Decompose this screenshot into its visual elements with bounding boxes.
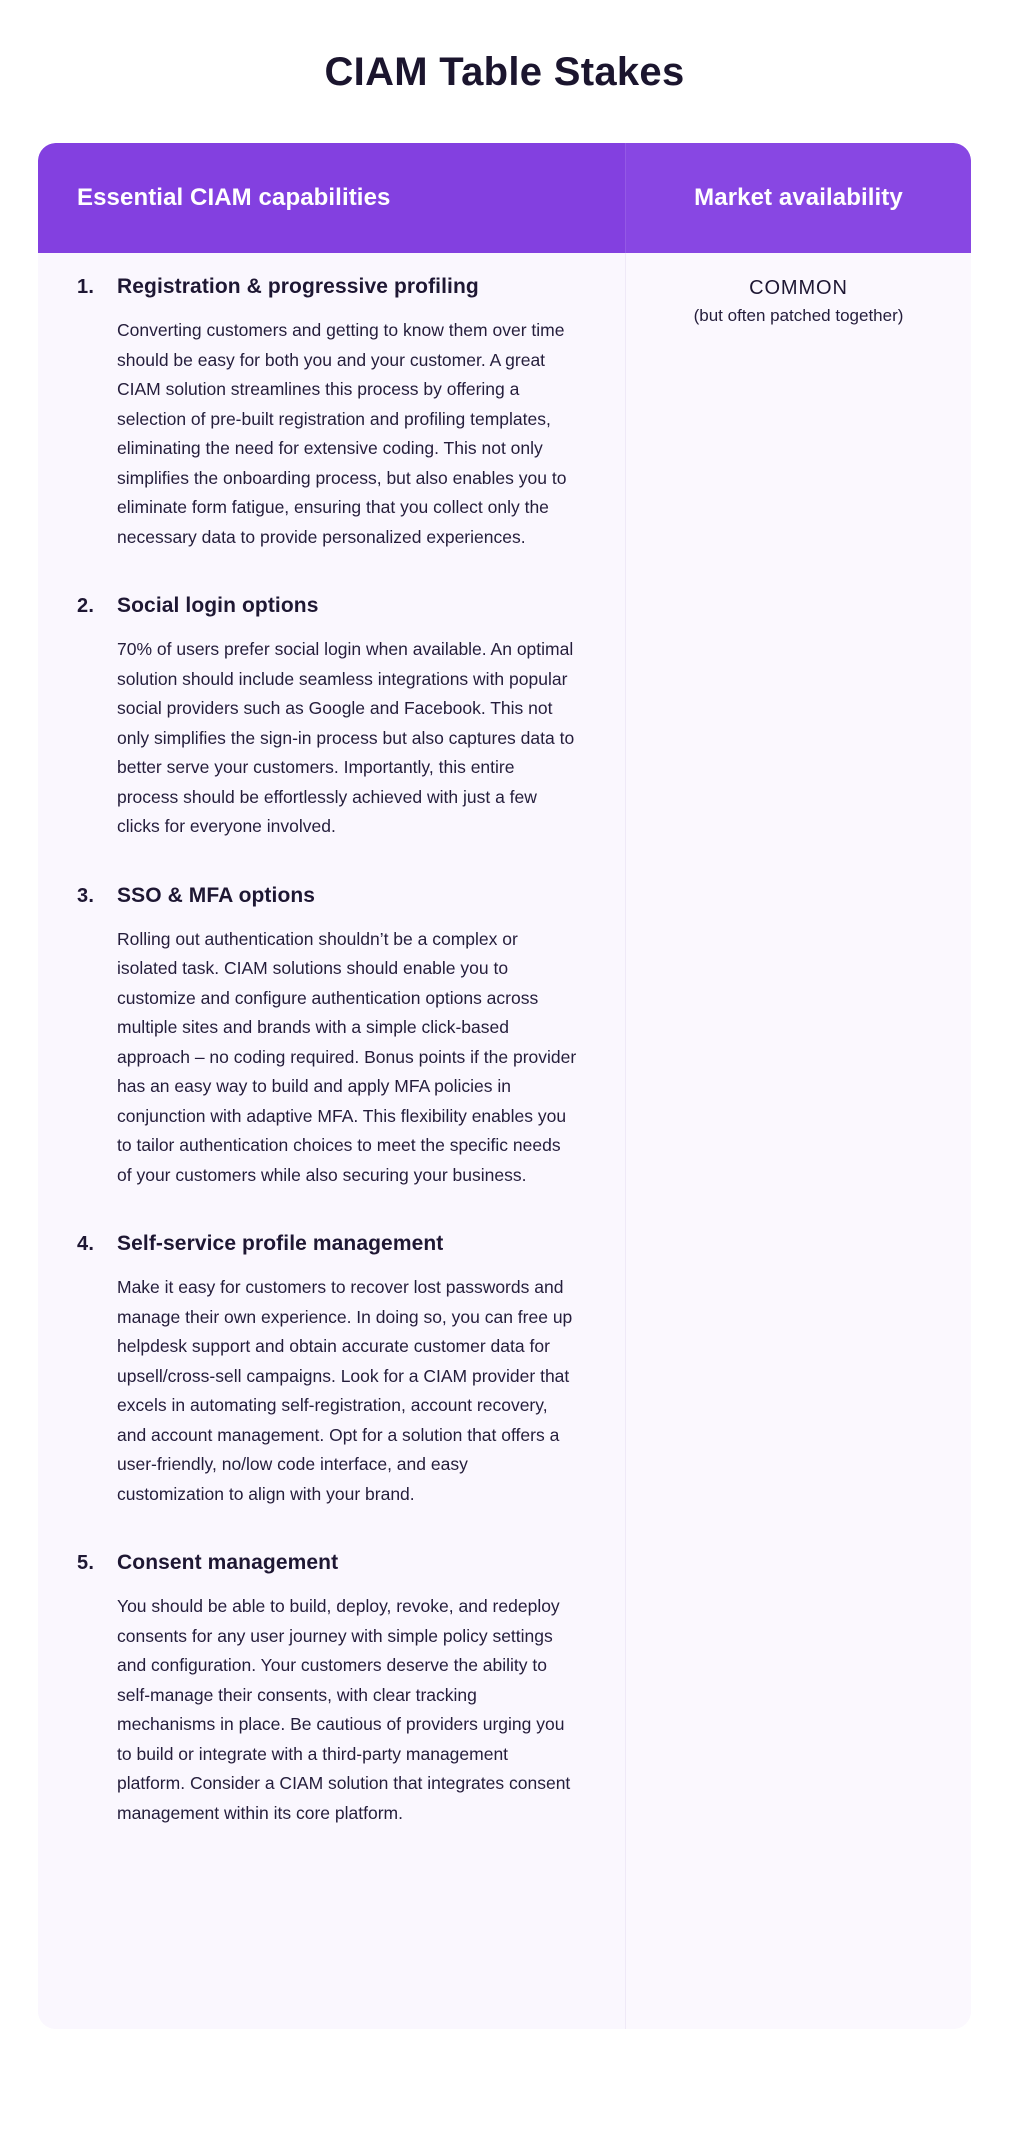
column-header-availability bbox=[625, 143, 971, 253]
table-body bbox=[38, 253, 971, 2029]
capability-title: Self-service profile management bbox=[117, 1232, 444, 1255]
capability-number: 3. bbox=[77, 884, 95, 907]
availability-status: COMMON bbox=[749, 277, 848, 299]
capability-title: Registration & progressive profiling bbox=[117, 275, 479, 298]
capability-row bbox=[38, 1232, 625, 1509]
capability-description: Rolling out authentication shouldn’t be a complex or isolated task. CIAM solutions should enable you to customize and configure authentication options across multiple sites and brands with a simple click-based approach – no coding required. Bonus points if the provider has an easy way to build and apply MFA policies in conjunction with adaptive MFA. This flexibility enables you to tailor authentication choices to meet the specific needs of your customers while also securing your business. bbox=[117, 928, 577, 1185]
ciam-table-card bbox=[38, 143, 971, 2029]
capability-title: Social login options bbox=[117, 594, 319, 617]
capability-description: 70% of users prefer social login when available. An optimal solution should include seamless integrations with popular social providers such as Google and Facebook. This not only simplifies the sign-in process but also captures data to better serve your customers. Importantly, this entire process should be effortlessly achieved with just a few clicks for everyone involved. bbox=[117, 639, 575, 836]
capability-number: 2. bbox=[77, 595, 95, 617]
availability-cell bbox=[626, 275, 971, 328]
capabilities-column bbox=[38, 253, 625, 2029]
capability-description: Converting customers and getting to know them over time should be easy for both you and your customer. A great CIAM solution streamlines this process by offering a selection of pre-built registration and profiling templates, eliminating the need for extensive coding. This not only simplifies the onboarding process, but also enables you to eliminate form fatigue, ensuring that you collect only the necessary data to provide personalized experiences. bbox=[117, 320, 567, 547]
column-header-capabilities-label: Essential CIAM capabilities bbox=[77, 184, 391, 211]
column-header-capabilities bbox=[38, 143, 625, 253]
capability-description: You should be able to build, deploy, revoke, and redeploy consents for any user journey with simple policy settings and configuration. Your customers deserve the ability to self-manage their consents, with clear tracking mechanisms in place. Be cautious of providers urging you to build or integrate with a third-party management platform. Consider a CIAM solution that integrates consent management within its core platform. bbox=[117, 1596, 571, 1823]
availability-note: (but often patched together) bbox=[693, 306, 904, 325]
capability-heading bbox=[77, 1551, 599, 1575]
capability-title: SSO & MFA options bbox=[117, 883, 316, 907]
page-title: CIAM Table Stakes bbox=[324, 50, 685, 94]
capability-row bbox=[38, 275, 625, 552]
capability-number: 4. bbox=[77, 1233, 95, 1255]
capability-heading bbox=[77, 275, 599, 299]
capability-number: 1. bbox=[77, 276, 95, 298]
capability-heading bbox=[77, 1232, 599, 1256]
capability-heading bbox=[77, 594, 599, 618]
capability-row bbox=[38, 884, 625, 1191]
capability-description: Make it easy for customers to recover lost passwords and manage their own experience. In doing so, you can free up helpdesk support and obtain accurate customer data for upsell/cross-sell campaigns. Look for a CIAM provider that excels in automating self-registration, account recovery, and account management. Opt for a solution that offers a user-friendly, no/low code interface, and easy customization to align with your brand. bbox=[117, 1277, 573, 1504]
capability-heading bbox=[77, 884, 599, 908]
column-header-availability-label: Market availability bbox=[694, 184, 903, 211]
capability-row bbox=[38, 1551, 625, 1828]
table-header-row bbox=[38, 143, 971, 253]
capability-title: Consent management bbox=[117, 1551, 339, 1574]
capability-number: 5. bbox=[77, 1552, 95, 1574]
capability-row bbox=[38, 594, 625, 842]
availability-column bbox=[625, 253, 971, 2029]
